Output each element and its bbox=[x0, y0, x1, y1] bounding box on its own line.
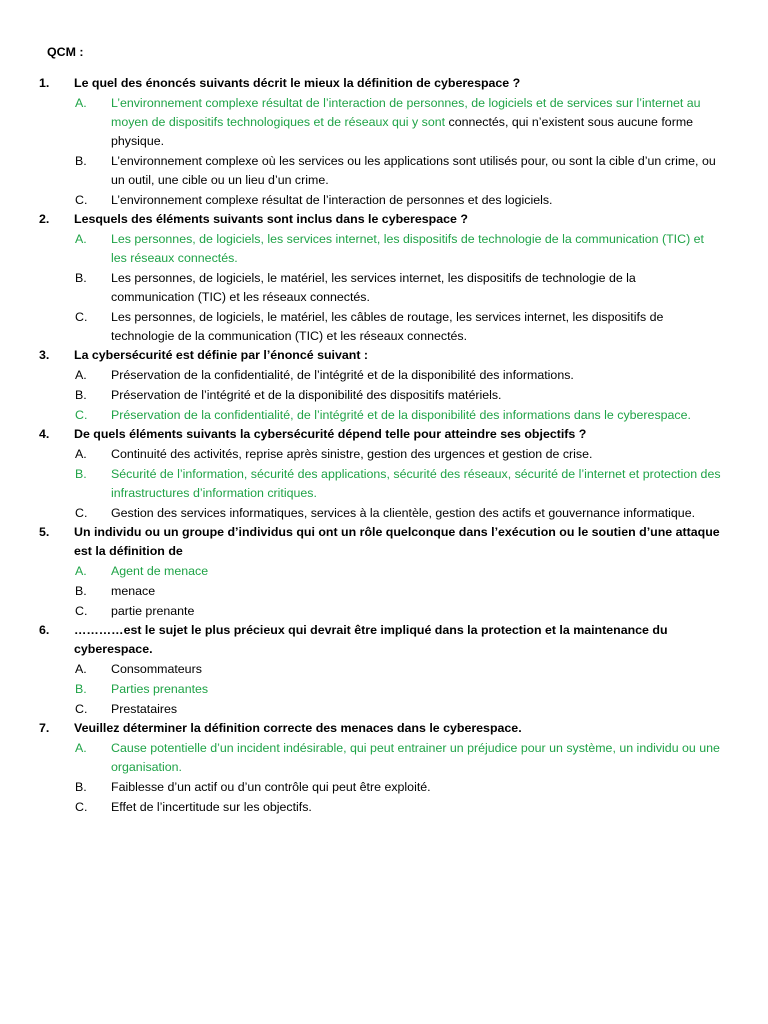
option-letter: B. bbox=[75, 388, 87, 402]
option-letter: A. bbox=[75, 564, 87, 578]
option-text: Cause potentielle d’un incident indésirable, qui peut entrainer un préjudice pour un système, un individu ou une organisation. bbox=[111, 741, 720, 774]
answer-options bbox=[74, 660, 768, 719]
option-text: L’environnement complexe résultat de l’interaction de personnes, de logiciels et de services sur l’internet au moyen de dispositifs technologiques et de réseaux qui y sont bbox=[111, 96, 701, 129]
option-letter: A. bbox=[75, 232, 87, 246]
answer-option-correct bbox=[74, 739, 721, 777]
answer-option-correct bbox=[74, 94, 721, 151]
answer-options bbox=[74, 366, 768, 425]
option-text: menace bbox=[111, 584, 156, 598]
question-6 bbox=[0, 621, 768, 719]
option-letter: C. bbox=[75, 604, 88, 618]
answer-options bbox=[74, 94, 768, 210]
option-text: Prestataires bbox=[111, 702, 178, 716]
option-letter: A. bbox=[75, 447, 87, 461]
answer-option bbox=[74, 504, 721, 523]
answer-option bbox=[74, 582, 721, 601]
answer-option-correct bbox=[74, 406, 721, 425]
option-letter: B. bbox=[75, 682, 87, 696]
option-letter: B. bbox=[75, 467, 87, 481]
question-number: 4. bbox=[39, 427, 50, 441]
question-text: De quels éléments suivants la cybersécurité dépend telle pour atteindre ses objectifs ? bbox=[74, 427, 587, 441]
option-letter: C. bbox=[75, 800, 88, 814]
question-text: Veuillez déterminer la définition correcte des menaces dans le cyberespace. bbox=[74, 721, 522, 735]
answer-option bbox=[74, 269, 721, 307]
question-text: Lesquels des éléments suivants sont inclus dans le cyberespace ? bbox=[74, 212, 468, 226]
option-text: Préservation de la confidentialité, de l’intégrité et de la disponibilité des informations dans le cyberespace. bbox=[111, 408, 691, 422]
answer-option bbox=[74, 366, 721, 385]
answer-option-correct bbox=[74, 562, 721, 581]
option-text: Faiblesse d’un actif ou d’un contrôle qui peut être exploité. bbox=[111, 780, 431, 794]
answer-option bbox=[74, 778, 721, 797]
option-text: Gestion des services informatiques, services à la clientèle, gestion des actifs et gouvernance informatique. bbox=[111, 506, 696, 520]
question-text: La cybersécurité est définie par l’énoncé suivant : bbox=[74, 348, 369, 362]
option-text: Continuité des activités, reprise après sinistre, gestion des urgences et gestion de crise. bbox=[111, 447, 593, 461]
question-text: Le quel des énoncés suivants décrit le mieux la définition de cyberespace ? bbox=[74, 76, 521, 90]
question-7 bbox=[0, 719, 768, 817]
question-number: 7. bbox=[39, 721, 50, 735]
option-text: Effet de l’incertitude sur les objectifs. bbox=[111, 800, 312, 814]
question-5 bbox=[0, 523, 768, 621]
question-text: …………est le sujet le plus précieux qui devrait être impliqué dans la protection et la maintenance du cyberespace. bbox=[74, 623, 668, 656]
answer-option bbox=[74, 191, 721, 210]
answer-option bbox=[74, 660, 721, 679]
answer-option-correct bbox=[74, 230, 721, 268]
option-letter: C. bbox=[75, 506, 88, 520]
option-letter: A. bbox=[75, 741, 87, 755]
option-text: Sécurité de l’information, sécurité des applications, sécurité des réseaux, sécurité de l’internet et protection des infrastructures d’information critiques. bbox=[111, 467, 721, 500]
option-letter: C. bbox=[75, 193, 88, 207]
answer-option bbox=[74, 700, 721, 719]
option-text: partie prenante bbox=[111, 604, 195, 618]
question-number: 5. bbox=[39, 525, 50, 539]
answer-options bbox=[74, 562, 768, 621]
option-letter: B. bbox=[75, 154, 87, 168]
question-number: 6. bbox=[39, 623, 50, 637]
question-number: 3. bbox=[39, 348, 50, 362]
option-text: Les personnes, de logiciels, le matériel, les câbles de routage, les services internet, les dispositifs de technologie de la communication (TIC) et les réseaux connectés. bbox=[111, 310, 664, 343]
option-text: Consommateurs bbox=[111, 662, 202, 676]
option-letter: C. bbox=[75, 408, 88, 422]
question-3 bbox=[0, 346, 768, 425]
answer-options bbox=[74, 230, 768, 346]
option-letter: C. bbox=[75, 702, 88, 716]
option-text: Les personnes, de logiciels, le matériel, les services internet, les dispositifs de technologie de la communication (TIC) et les réseaux connectés. bbox=[111, 271, 636, 304]
question-text: Un individu ou un groupe d’individus qui ont un rôle quelconque dans l’exécution ou le soutien d’une attaque est la définition de bbox=[74, 525, 720, 558]
answer-options bbox=[74, 445, 768, 523]
option-text: Agent de menace bbox=[111, 564, 209, 578]
option-text-continuation: connectés, qui n’existent sous aucune forme physique. bbox=[111, 115, 694, 148]
option-text: Préservation de l’intégrité et de la disponibilité des dispositifs matériels. bbox=[111, 388, 502, 402]
answer-option-correct bbox=[74, 680, 721, 699]
question-number: 1. bbox=[39, 76, 50, 90]
option-letter: A. bbox=[75, 96, 87, 110]
answer-option bbox=[74, 308, 721, 346]
question-number: 2. bbox=[39, 212, 50, 226]
answer-option bbox=[74, 386, 721, 405]
page-title: QCM : bbox=[47, 45, 84, 59]
option-letter: C. bbox=[75, 310, 88, 324]
option-text: Préservation de la confidentialité, de l’intégrité et de la disponibilité des informations. bbox=[111, 368, 574, 382]
answer-options bbox=[74, 739, 768, 817]
option-text: Parties prenantes bbox=[111, 682, 209, 696]
answer-option-correct bbox=[74, 465, 721, 503]
option-letter: A. bbox=[75, 662, 87, 676]
question-4 bbox=[0, 425, 768, 523]
option-letter: A. bbox=[75, 368, 87, 382]
answer-option bbox=[74, 602, 721, 621]
question-1 bbox=[0, 74, 768, 210]
option-letter: B. bbox=[75, 584, 87, 598]
option-letter: B. bbox=[75, 780, 87, 794]
option-letter: B. bbox=[75, 271, 87, 285]
question-list bbox=[0, 74, 768, 817]
option-text: L’environnement complexe résultat de l’interaction de personnes et des logiciels. bbox=[111, 193, 553, 207]
question-2 bbox=[0, 210, 768, 346]
answer-option bbox=[74, 152, 721, 190]
answer-option bbox=[74, 798, 721, 817]
option-text: Les personnes, de logiciels, les services internet, les dispositifs de technologie de la communication (TIC) et les réseaux connectés. bbox=[111, 232, 704, 265]
option-text: L’environnement complexe où les services ou les applications sont utilisés pour, ou sont la cible d’un crime, ou un outil, une cible ou un lieu d’un crime. bbox=[111, 154, 716, 187]
answer-option bbox=[74, 445, 721, 464]
